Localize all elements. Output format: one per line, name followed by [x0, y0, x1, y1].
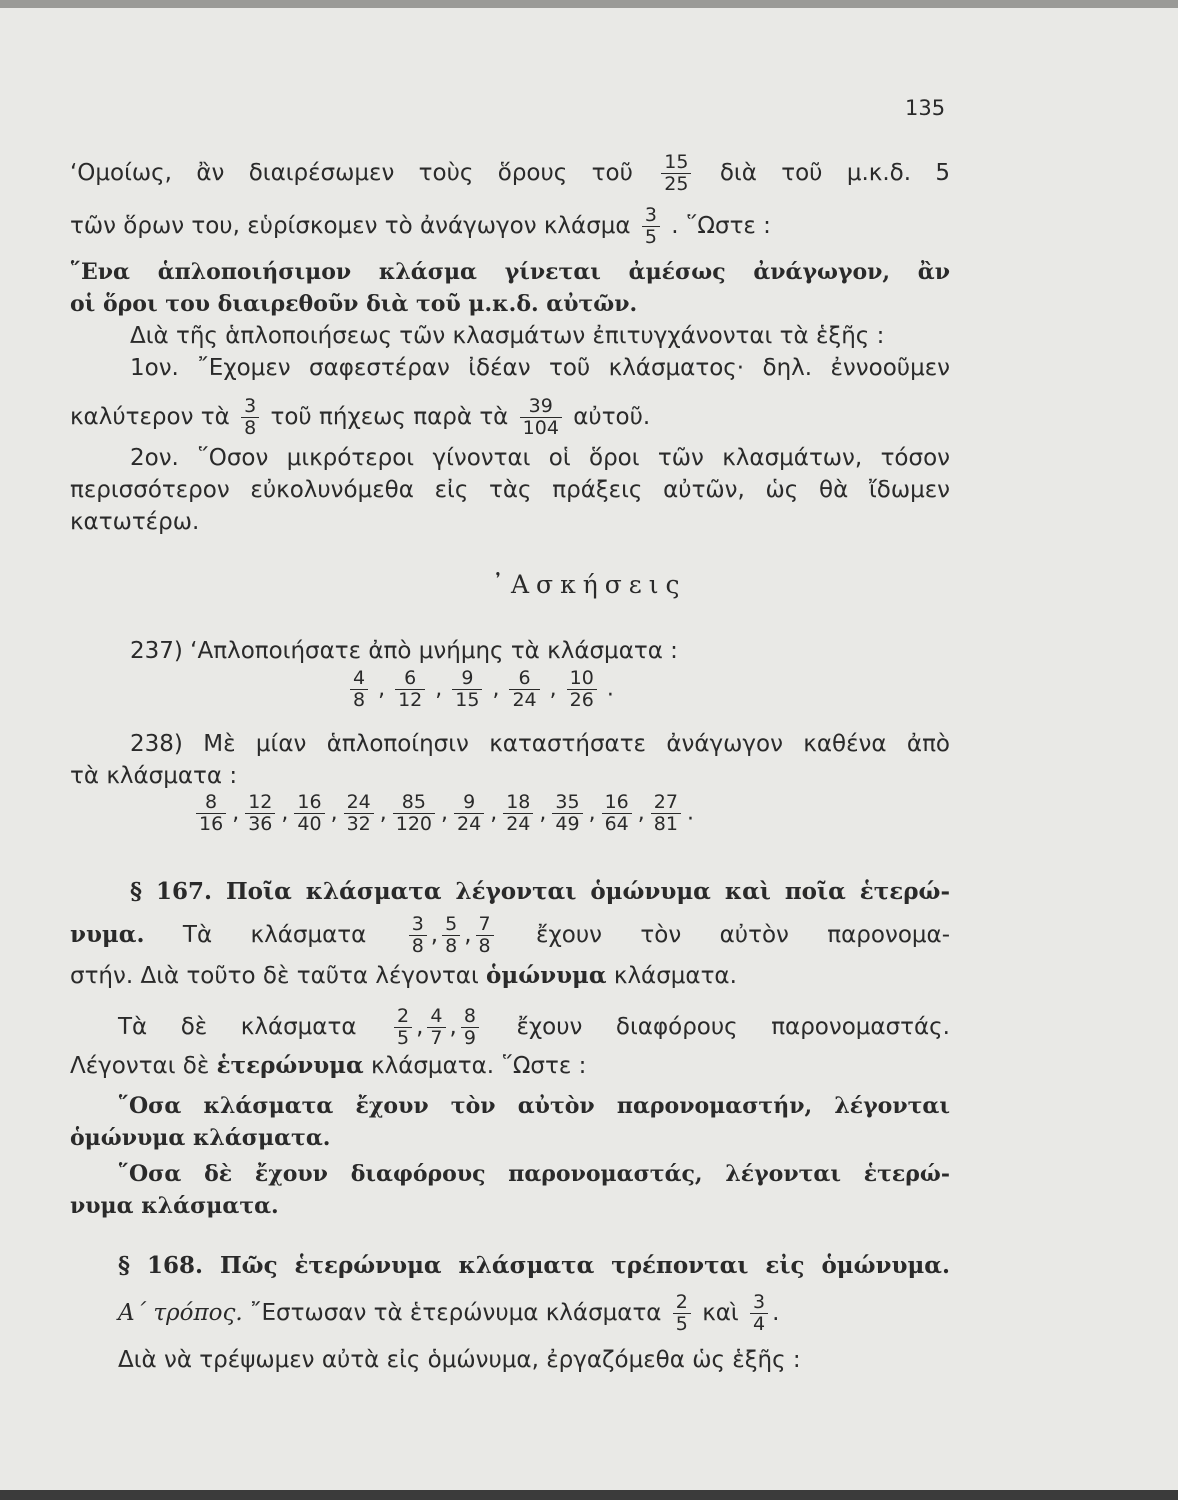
text: ἔχουν τὸν αὐτὸν παρονομα- — [536, 922, 950, 948]
numerator: 10 — [567, 668, 597, 690]
denominator: 5 — [675, 1313, 688, 1335]
denominator: 49 — [555, 813, 580, 835]
bold-text: ὁμώνυμα — [486, 962, 607, 989]
exercise-237: 237) ‘Απλοποιήσατε ἀπὸ μνήμης τὰ κλάσματα : — [130, 638, 678, 664]
denominator: 16 — [199, 813, 224, 835]
text: Τὰ δὲ κλάσματα — [118, 1014, 357, 1040]
fraction — [294, 792, 324, 835]
fraction — [409, 914, 427, 957]
numerator: 85 — [393, 792, 435, 814]
page-top-edge — [0, 0, 1178, 8]
text: ῎Εστωσαν τὰ ἑτερώνυμα κλάσματα — [249, 1300, 662, 1326]
numerator: 15 — [661, 152, 691, 174]
fraction — [344, 792, 374, 835]
text-line — [70, 914, 950, 957]
denominator: 120 — [395, 813, 433, 835]
exercises-heading: ᾿Ασκήσεις — [491, 570, 687, 599]
homonymous-fractions — [405, 913, 498, 957]
fraction — [503, 792, 533, 835]
numerator: 4 — [427, 1006, 445, 1028]
denominator: 9 — [463, 1027, 476, 1049]
rule-line: ὁμώνυμα κλάσματα. — [70, 1125, 331, 1151]
punctuation: , — [379, 800, 387, 826]
denominator: 24 — [512, 689, 537, 711]
text: Λέγονται δὲ — [70, 1053, 210, 1079]
page-bottom-edge — [0, 1490, 1178, 1500]
punctuation: . — [686, 800, 694, 826]
rule-line: νυμα κλάσματα. — [70, 1193, 279, 1219]
fraction — [395, 668, 425, 711]
fraction — [442, 914, 460, 957]
fraction — [454, 792, 484, 835]
text-line — [70, 396, 950, 439]
fraction — [241, 396, 259, 439]
punctuation: , — [492, 676, 500, 702]
numerator: 3 — [750, 1292, 768, 1314]
denominator: 8 — [411, 935, 424, 957]
punctuation: , — [378, 676, 386, 702]
numerator: 2 — [673, 1292, 691, 1314]
denominator: 15 — [455, 689, 480, 711]
exercise-238: 238) Μὲ μίαν ἁπλοποίησιν καταστήσατε ἀνάγωγον καθένα ἀπὸ — [130, 731, 950, 757]
text-line — [70, 1052, 950, 1080]
punctuation: , — [435, 676, 443, 702]
text-line: Διὰ τῆς ἁπλοποιήσεως τῶν κλασμάτων ἐπιτυγχάνονται τὰ ἑξῆς : — [130, 323, 885, 349]
punctuation: , — [490, 800, 498, 826]
italic-text: Α΄ τρόπος. — [118, 1300, 243, 1326]
punctuation: , — [637, 800, 645, 826]
denominator: 36 — [248, 813, 273, 835]
fraction — [461, 1006, 479, 1049]
fraction — [642, 205, 660, 248]
fraction — [393, 792, 435, 835]
fraction — [394, 1006, 412, 1049]
punctuation: , — [449, 1014, 457, 1040]
numerator: 3 — [409, 914, 427, 936]
rule-line: ῞Ενα ἁπλοποιήσιμον κλάσμα γίνεται ἀμέσως ἀνάγωγον, ἂν — [70, 259, 950, 285]
text-line — [70, 205, 950, 248]
denominator: 12 — [398, 689, 423, 711]
rule-line: ῞Οσα δὲ ἔχουν διαφόρους παρονομαστάς, λέγονται ἑτερώ- — [118, 1161, 950, 1187]
text: καὶ — [702, 1300, 739, 1326]
numerator: 16 — [294, 792, 324, 814]
fraction — [750, 1292, 768, 1335]
text-line — [70, 152, 950, 195]
punctuation: , — [441, 800, 449, 826]
punctuation: , — [539, 800, 547, 826]
denominator: 40 — [297, 813, 322, 835]
denominator: 5 — [397, 1027, 410, 1049]
text: ἔχουν διαφόρους παρονομαστάς. — [516, 1014, 950, 1040]
fraction — [567, 668, 597, 711]
numerator: 35 — [552, 792, 582, 814]
fraction — [651, 792, 681, 835]
heteronymous-fractions — [390, 1005, 483, 1049]
bold-text: ἑτερώνυμα — [216, 1052, 364, 1079]
denominator: 26 — [569, 689, 594, 711]
text-line: περισσότερον εὐκολυνόμεθα εἰς τὰς πράξεις αὐτῶν, ὡς θὰ ἴδωμεν — [70, 477, 950, 503]
denominator: 24 — [506, 813, 531, 835]
punctuation: , — [464, 922, 472, 948]
denominator: 32 — [346, 813, 371, 835]
denominator: 8 — [353, 689, 366, 711]
text-line — [118, 1006, 950, 1049]
denominator: 5 — [644, 226, 657, 248]
denominator: 8 — [244, 417, 257, 439]
numerator: 24 — [344, 792, 374, 814]
denominator: 64 — [604, 813, 629, 835]
fraction — [427, 1006, 445, 1049]
text: ‘Ομοίως, ἂν διαιρέσωμεν τοὺς ὅρους τοῦ — [70, 160, 633, 186]
text: Τὰ κλάσματα — [182, 922, 367, 948]
numerator: 6 — [395, 668, 425, 690]
numerator: 39 — [520, 396, 562, 418]
punctuation: , — [588, 800, 596, 826]
punctuation: , — [430, 922, 439, 948]
numerator: 8 — [461, 1006, 479, 1028]
text: κλάσματα. — [613, 963, 737, 989]
fraction — [476, 914, 494, 957]
text: . ῞Ωστε : — [671, 213, 771, 239]
fraction — [520, 396, 562, 439]
punctuation: , — [416, 1014, 424, 1040]
punctuation: , — [232, 800, 240, 826]
exercise-238-fractions — [190, 792, 694, 835]
numerator: 4 — [350, 668, 368, 690]
numerator: 9 — [454, 792, 484, 814]
fraction — [552, 792, 582, 835]
fraction — [602, 792, 632, 835]
denominator: 24 — [457, 813, 482, 835]
rule-line: ῞Οσα κλάσματα ἔχουν τὸν αὐτὸν παρονομαστήν, λέγονται — [118, 1093, 950, 1119]
page-number: 135 — [905, 96, 946, 120]
text-line — [70, 962, 950, 990]
numerator: 6 — [509, 668, 539, 690]
numerator: 16 — [602, 792, 632, 814]
text: τοῦ πήχεως παρὰ τὰ — [270, 404, 509, 430]
denominator: 25 — [664, 173, 689, 195]
fraction — [452, 668, 482, 711]
numerator: 3 — [241, 396, 259, 418]
denominator: 8 — [478, 935, 491, 957]
text-line: 1ον. ῎Εχομεν σαφεστέραν ἰδέαν τοῦ κλάσματος· δηλ. ἐννοοῦμεν — [130, 355, 950, 381]
text-line: κατωτέρω. — [70, 509, 200, 535]
text-line: τὰ κλάσματα : — [70, 763, 238, 789]
exercise-237-fractions — [340, 668, 614, 711]
denominator: 81 — [653, 813, 678, 835]
numerator: 9 — [452, 668, 482, 690]
text: τῶν ὅρων του, εὑρίσκομεν τὸ ἀνάγωγον κλάσμα — [70, 213, 631, 239]
punctuation: , — [549, 676, 557, 702]
numerator: 27 — [651, 792, 681, 814]
punctuation: , — [330, 800, 338, 826]
numerator: 3 — [642, 205, 660, 227]
fraction — [350, 668, 368, 711]
denominator: 7 — [430, 1027, 443, 1049]
punctuation: . — [772, 1300, 780, 1326]
fraction — [196, 792, 226, 835]
text-line — [118, 1292, 950, 1335]
bold-text: νυμα. — [70, 921, 145, 948]
fraction — [245, 792, 275, 835]
text-line: 2ον. ῞Οσον μικρότεροι γίνονται οἱ ὅροι τῶν κλασμάτων, τόσον — [130, 445, 950, 471]
numerator: 12 — [245, 792, 275, 814]
fraction — [509, 668, 539, 711]
denominator: 4 — [753, 1313, 766, 1335]
text: κλάσματα. ῞Ωστε : — [371, 1053, 587, 1079]
denominator: 8 — [445, 935, 458, 957]
numerator: 2 — [394, 1006, 412, 1028]
rule-line: οἱ ὅροι του διαιρεθοῦν διὰ τοῦ μ.κ.δ. αὐτῶν. — [70, 291, 638, 317]
numerator: 8 — [196, 792, 226, 814]
section-167-title: § 167. Ποῖα κλάσματα λέγονται ὁμώνυμα καὶ ποῖα ἑτερώ- — [130, 878, 950, 905]
numerator: 7 — [476, 914, 494, 936]
denominator: 104 — [522, 417, 559, 439]
text: αὐτοῦ. — [573, 404, 651, 430]
text-line: Διὰ νὰ τρέψωμεν αὐτὰ εἰς ὁμώνυμα, ἐργαζόμεθα ὡς ἑξῆς : — [118, 1347, 801, 1373]
fraction — [673, 1292, 691, 1335]
punctuation: , — [281, 800, 289, 826]
fraction — [661, 152, 691, 195]
text: διὰ τοῦ μ.κ.δ. 5 — [719, 160, 951, 186]
punctuation: . — [606, 676, 614, 702]
text: καλύτερον τὰ — [70, 404, 230, 430]
section-168-title: § 168. Πῶς ἑτερώνυμα κλάσματα τρέπονται εἰς ὁμώνυμα. — [118, 1252, 950, 1279]
numerator: 18 — [503, 792, 533, 814]
text: στήν. Διὰ τοῦτο δὲ ταῦτα λέγονται — [70, 963, 479, 989]
numerator: 5 — [442, 914, 460, 936]
